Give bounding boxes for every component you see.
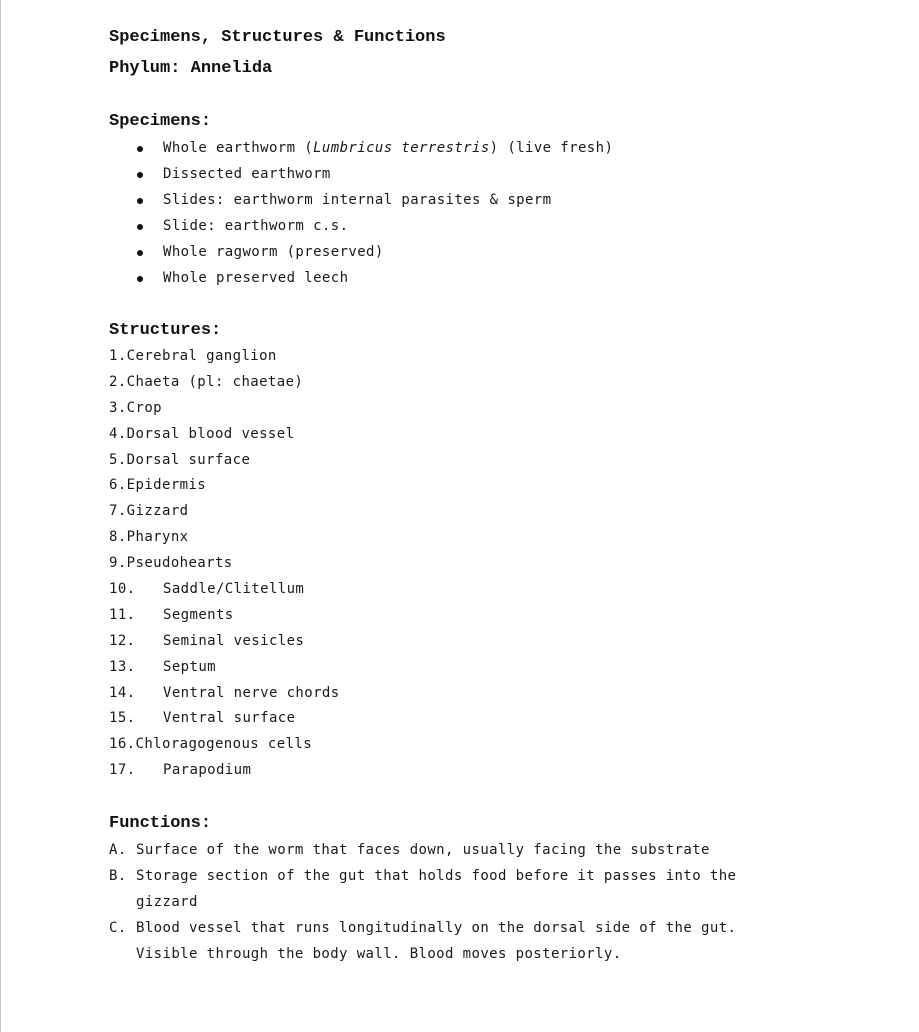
specimens-list <box>109 135 889 291</box>
bullet-icon <box>137 172 143 178</box>
list-item: 3.Crop <box>109 399 162 416</box>
list-item: Slide: earthworm c.s. <box>109 213 889 239</box>
structures-heading: Structures: <box>109 321 222 340</box>
list-item: Whole ragworm (preserved) <box>109 239 889 265</box>
list-item: A. Surface of the worm that faces down, usually facing the substrate <box>109 842 710 859</box>
list-item: 17. Parapodium <box>109 762 252 779</box>
bullet-icon <box>137 224 143 230</box>
list-item: 5.Dorsal surface <box>109 451 251 468</box>
list-item: 10. Saddle/Clitellum <box>109 581 305 598</box>
bullet-icon <box>137 146 143 152</box>
list-item: 6.Epidermis <box>109 477 207 494</box>
page-left-border <box>0 0 1 1032</box>
list-item: Whole earthworm (Lumbricus terrestris) (live fresh) <box>109 135 889 161</box>
list-item: Whole preserved leech <box>109 265 889 291</box>
functions-heading: Functions: <box>109 814 212 834</box>
list-item: 14. Ventral nerve chords <box>109 684 340 701</box>
list-item: 15. Ventral surface <box>109 710 296 727</box>
list-item: 2.Chaeta (pl: chaetae) <box>109 373 304 390</box>
list-item: 11. Segments <box>109 606 234 623</box>
list-item: C. Blood vessel that runs longitudinally on the dorsal side of the gut. Visible through the body wall. Blood moves posteriorly. <box>109 920 737 963</box>
list-item: 8.Pharynx <box>109 529 189 546</box>
functions-list <box>109 837 889 967</box>
list-item: 1.Cerebral ganglion <box>109 348 277 364</box>
list-item: 7.Gizzard <box>109 503 189 520</box>
bullet-icon <box>137 198 143 204</box>
phylum-line: Phylum: Annelida <box>109 59 273 78</box>
list-item: 16.Chloragogenous cells <box>109 736 313 753</box>
document-body <box>109 22 889 967</box>
list-item: B. Storage section of the gut that holds food before it passes into the gizzard <box>109 868 737 911</box>
list-item: Slides: earthworm internal parasites & sperm <box>109 187 889 213</box>
document-title: Specimens, Structures & Functions <box>109 28 446 47</box>
list-item: 9.Pseudohearts <box>109 555 233 572</box>
structures-list <box>109 344 889 784</box>
list-item: Dissected earthworm <box>109 161 889 187</box>
bullet-icon <box>137 276 143 282</box>
list-item: 13. Septum <box>109 658 216 675</box>
bullet-icon <box>137 250 143 256</box>
list-item: 4.Dorsal blood vessel <box>109 425 295 442</box>
list-item: 12. Seminal vesicles <box>109 632 305 649</box>
specimens-heading: Specimens: <box>109 112 212 131</box>
